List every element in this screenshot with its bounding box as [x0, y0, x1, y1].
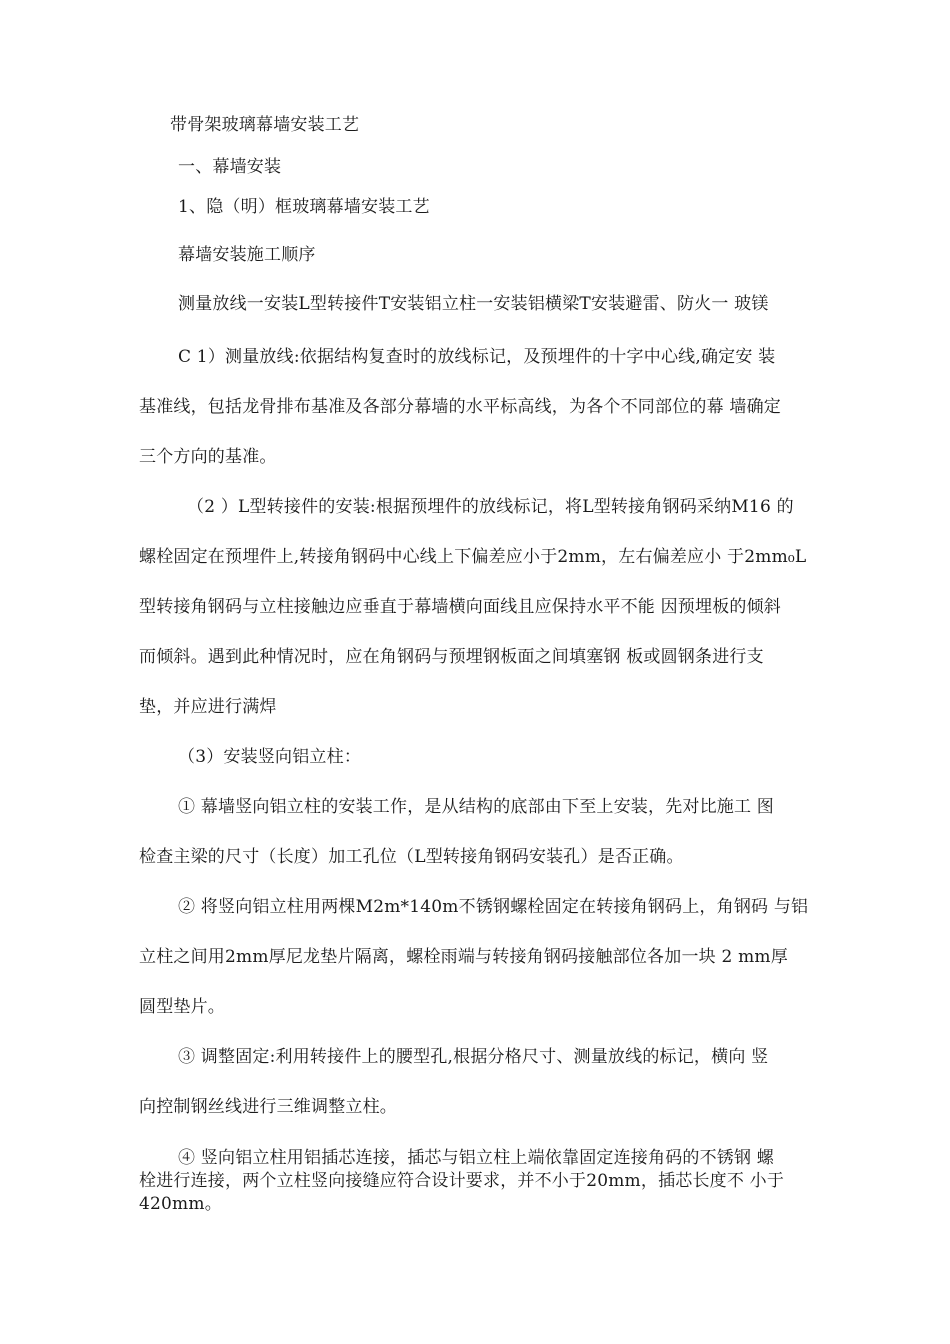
paragraph-line: （2 ）L型转接件的安装:根据预埋件的放线标记，将L型转接角钢码采纳M16 的: [187, 497, 794, 517]
paragraph-line: ① 幕墙竖向铝立柱的安装工作，是从结构的底部由下至上安装，先对比施工 图: [178, 797, 775, 817]
paragraph-line: 基准线，包括龙骨排布基准及各部分幕墙的水平标高线，为各个不同部位的幕 墙确定: [139, 397, 782, 417]
paragraph-line: 垫，并应进行满焊: [139, 697, 277, 717]
paragraph-line: 420mm。: [139, 1194, 222, 1214]
section-heading: 一、幕墙安装: [178, 157, 282, 177]
paragraph-line: C 1）测量放线:依据结构复查时的放线标记，及预埋件的十字中心线,确定安 装: [178, 347, 776, 367]
paragraph-line: 而倾斜。遇到此种情况时，应在角钢码与预埋钢板面之间填塞钢 板或圆钢条进行支: [139, 647, 764, 667]
paragraph-line: 栓进行连接，两个立柱竖向接缝应符合设计要求，并不小于20mm，插芯长度不 小于: [139, 1171, 785, 1191]
step-heading: （3）安装竖向铝立柱：: [178, 747, 362, 767]
subsection-heading: 1、隐（明）框玻璃幕墙安装工艺: [178, 197, 430, 217]
paragraph-line: 检查主梁的尺寸（长度）加工孔位（L型转接角钢码安装孔）是否正确。: [139, 847, 684, 867]
paragraph-line: 立柱之间用2mm厚尼龙垫片隔离，螺栓雨端与转接角钢码接触部位各加一块 2 mm厚: [139, 947, 788, 967]
paragraph-line: 型转接角钢码与立柱接触边应垂直于幕墙横向面线且应保持水平不能 因预埋板的倾斜: [139, 597, 782, 617]
paragraph-line: 圆型垫片。: [139, 997, 225, 1017]
paragraph-line: ③ 调整固定:利用转接件上的腰型孔,根据分格尺寸、测量放线的标记，横向 竖: [178, 1047, 769, 1067]
document-title: 带骨架玻璃幕墙安装工艺: [170, 115, 360, 135]
paragraph-line: 三个方向的基准。: [139, 447, 277, 467]
construction-sequence-line: 测量放线一安装L型转接件T安装铝立柱一安装铝横梁T安装避雷、防火一 玻镁: [178, 294, 769, 314]
construction-order-heading: 幕墙安装施工顺序: [178, 245, 316, 265]
paragraph-line: 向控制钢丝线进行三维调整立柱。: [139, 1097, 397, 1117]
paragraph-line: ② 将竖向铝立柱用两棵M2m*140m不锈钢螺栓固定在转接角钢码上，角钢码 与铝: [178, 897, 809, 917]
paragraph-line: ④ 竖向铝立柱用铝插芯连接，插芯与铝立柱上端依靠固定连接角码的不锈钢 螺: [178, 1148, 775, 1168]
paragraph-line: 螺栓固定在预埋件上,转接角钢码中心线上下偏差应小于2mm，左右偏差应小 于2mm₀L: [139, 547, 807, 567]
